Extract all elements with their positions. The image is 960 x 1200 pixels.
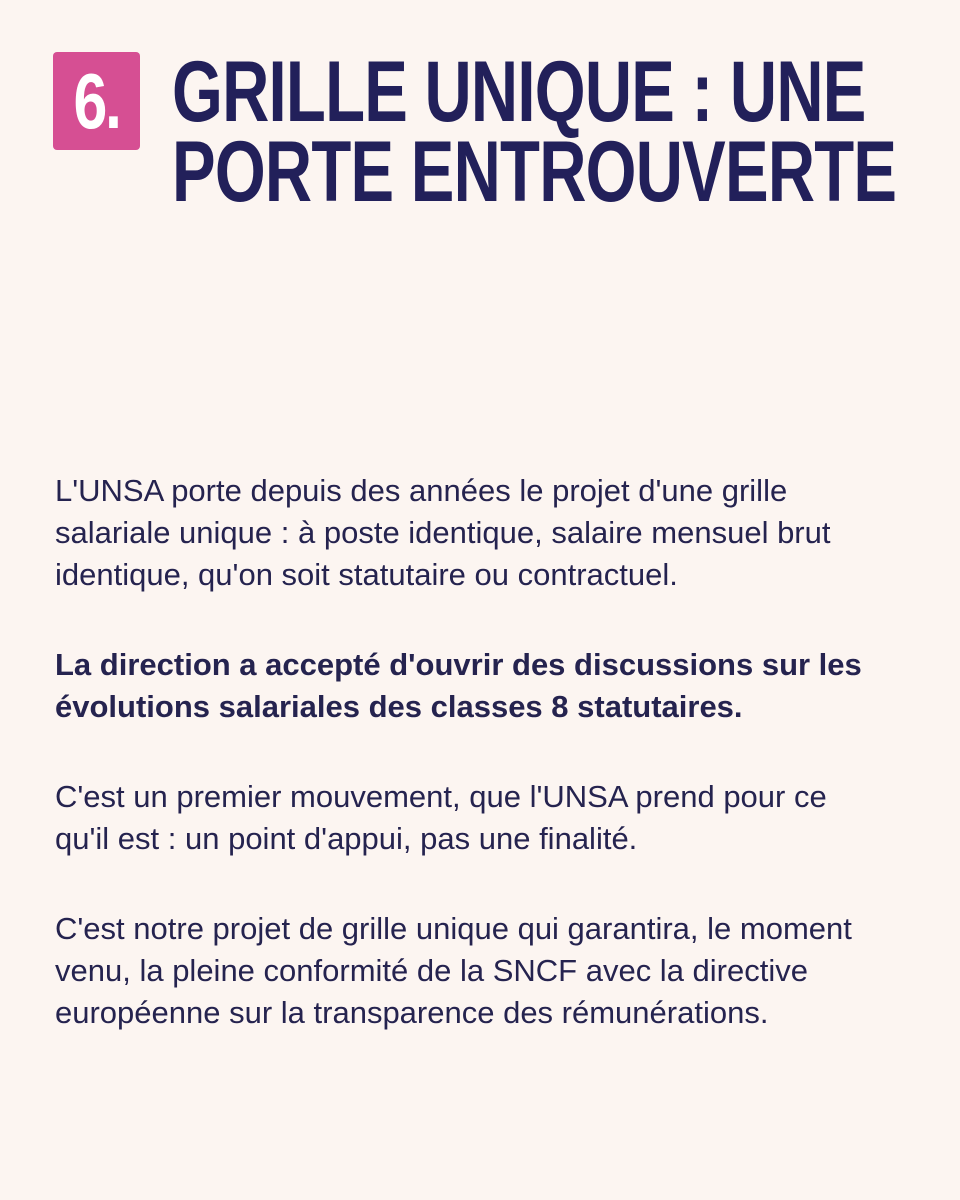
paragraph-conclusion: C'est notre projet de grille unique qui garantira, le moment venu, la pleine conformité de la SNCF avec la directive européenne sur la transparence des rémunérations. <box>55 911 852 1030</box>
title-line-2: PORTE ENTROUVERTE <box>172 124 897 220</box>
body-text <box>55 470 875 1082</box>
title-line-1: GRILLE UNIQUE : UNE <box>172 44 866 140</box>
section-number: 6. <box>73 57 120 145</box>
paragraph-highlight: La direction a accepté d'ouvrir des discussions sur les évolutions salariales des classes 8 statutaires. <box>55 647 862 724</box>
paragraph-intro: L'UNSA porte depuis des années le projet d'une grille salariale unique : à poste identique, salaire mensuel brut identique, qu'on soit statutaire ou contractuel. <box>55 473 831 592</box>
paragraph-first-move: C'est un premier mouvement, que l'UNSA prend pour ce qu'il est : un point d'appui, pas une finalité. <box>55 779 827 856</box>
section-number-badge <box>53 52 140 150</box>
page-title <box>172 44 932 220</box>
